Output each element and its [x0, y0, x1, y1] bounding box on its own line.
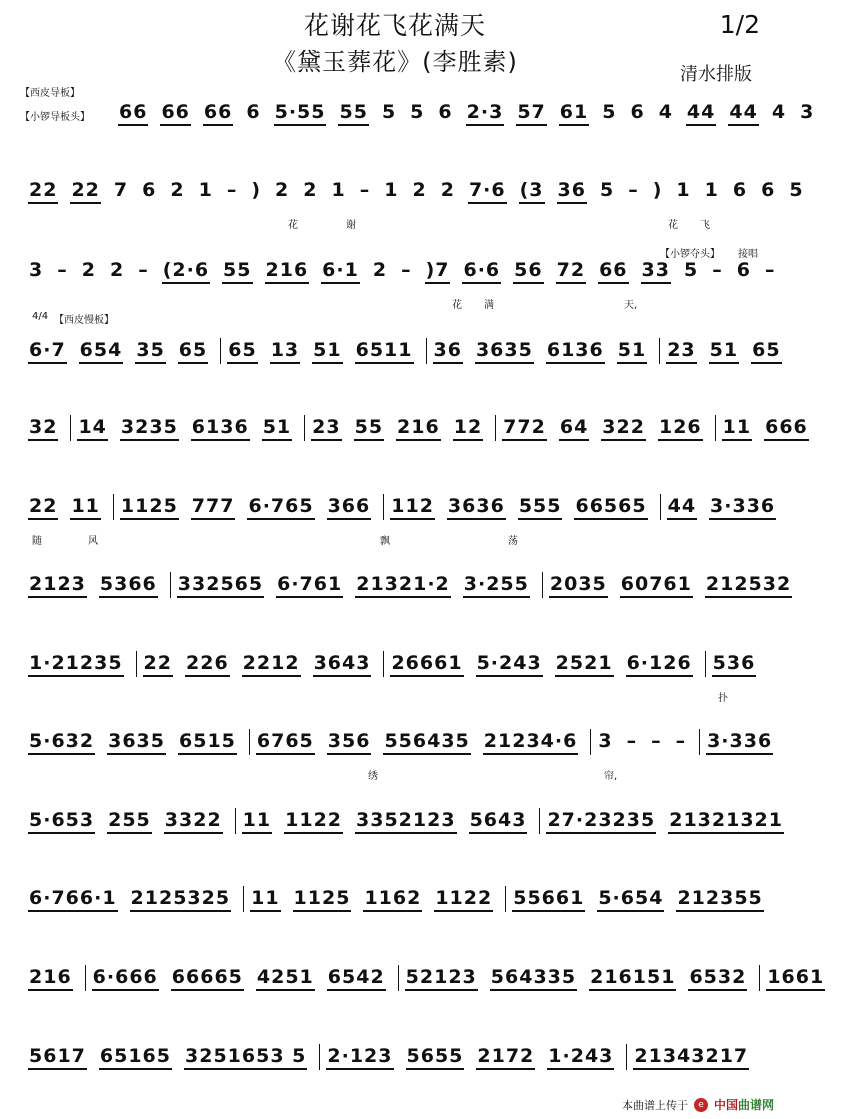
note-group: 3636 [447, 494, 506, 520]
note-group: 2035 [549, 572, 608, 598]
page-number: 1/2 [719, 10, 760, 39]
note-group: 22 [28, 178, 58, 204]
note-group: 5643 [469, 808, 528, 834]
note-group: 6·7 [28, 338, 67, 364]
note-group: 3 [29, 259, 44, 281]
note-group: 2 [412, 179, 427, 201]
score-row [28, 808, 783, 848]
lyric-syllable: 飞 [700, 220, 710, 231]
row-lyrics [118, 138, 858, 152]
row-notes [28, 258, 776, 286]
barline [715, 415, 716, 441]
note-group: 66565 [574, 494, 647, 520]
arranger-credit: 清水排版 [680, 64, 752, 85]
note-group: 1122 [434, 886, 493, 912]
score-row [28, 1044, 768, 1084]
note-group: 2 [440, 179, 455, 201]
note-group: 22 [143, 651, 173, 677]
note-group: 11 [722, 415, 752, 441]
note-group: – [675, 730, 687, 752]
note-group: 5·654 [597, 886, 664, 912]
lyric-syllable: 绣 [368, 771, 378, 782]
row-lyrics [28, 689, 768, 703]
row-notes [28, 572, 792, 600]
note-group: 2·3 [466, 100, 505, 126]
note-group: 4251 [256, 965, 315, 991]
row-lyrics [28, 846, 768, 860]
note-group: 55 [338, 100, 368, 126]
note-group: 2521 [555, 651, 614, 677]
tag-jiechang: 接唱 [738, 249, 758, 260]
note-group: – [651, 730, 662, 752]
note-group: 14 [77, 415, 107, 441]
note-group: 1 [676, 179, 691, 201]
site-logo-icon: e [694, 1098, 708, 1112]
note-group: 3 [800, 101, 815, 123]
note-group: 2 [275, 179, 290, 201]
page-subtitle: 《黛玉葬花》(李胜素) [272, 48, 518, 76]
note-group: 1 [704, 179, 719, 201]
note-group: 564335 [490, 965, 577, 991]
note-group: 1661 [766, 965, 825, 991]
note-group: 65 [227, 338, 257, 364]
note-group: 11 [70, 494, 100, 520]
note-group: 13 [270, 338, 300, 364]
barline [319, 1044, 320, 1070]
score-row [28, 572, 792, 612]
note-group: 1·243 [547, 1044, 614, 1070]
note-group: 2125325 [130, 886, 232, 912]
note-group: 1125 [293, 886, 352, 912]
barline [699, 729, 700, 755]
note-group: 6542 [327, 965, 386, 991]
note-group: 6765 [256, 729, 315, 755]
note-group: 5 [602, 101, 617, 123]
tag-xipi-manban: 【西皮慢板】 [54, 315, 114, 326]
note-group: 216 [28, 965, 73, 991]
note-group: 5 [381, 101, 397, 123]
note-group: 11 [250, 886, 280, 912]
upload-text: 本曲谱上传于 [621, 1098, 688, 1112]
note-group: 6·1 [321, 258, 360, 284]
note-group: 5·243 [476, 651, 543, 677]
note-group: 2 [109, 259, 125, 281]
note-group: 5·653 [28, 808, 95, 834]
barline [659, 338, 660, 364]
note-group: 777 [191, 494, 236, 520]
row-lyrics [28, 216, 768, 230]
site-name-green: 曲谱网 [737, 1098, 774, 1112]
note-group: 6 [761, 179, 776, 201]
row-lyrics [28, 924, 768, 938]
note-group: 5·632 [28, 729, 95, 755]
note-group: – [401, 259, 412, 281]
note-group: 6·761 [276, 572, 343, 598]
score-row [118, 100, 815, 140]
barline [542, 572, 543, 598]
note-group: 52123 [405, 965, 478, 991]
note-group: 21321321 [668, 808, 784, 834]
note-group: 36 [557, 178, 587, 204]
note-group: 3635 [475, 338, 534, 364]
note-group: 57 [516, 100, 546, 126]
note-group: 72 [556, 258, 586, 284]
barline [220, 338, 221, 364]
note-group: 5·55 [274, 100, 327, 126]
note-group: 322 [601, 415, 646, 441]
score-row [28, 886, 768, 926]
lyric-syllable: 随 [32, 536, 42, 547]
note-group: 6515 [178, 729, 237, 755]
note-group: 555 [518, 494, 563, 520]
note-group: 66 [598, 258, 628, 284]
note-group: 56 [513, 258, 543, 284]
lyric-syllable: 花 [452, 300, 462, 311]
upload-footer [622, 1096, 774, 1113]
note-group: – [226, 179, 238, 201]
note-group: 23 [311, 415, 341, 441]
barline [705, 651, 706, 677]
note-group: 212355 [676, 886, 763, 912]
score-row [28, 178, 804, 231]
note-group: 51 [262, 415, 292, 441]
note-group: 3635 [107, 729, 166, 755]
note-group: 6 [246, 101, 261, 123]
note-group: 216 [265, 258, 310, 284]
note-group: 5366 [99, 572, 158, 598]
note-group: 3·336 [706, 729, 773, 755]
note-group: 6136 [191, 415, 250, 441]
note-group: 6136 [546, 338, 605, 364]
barline [505, 886, 506, 912]
note-group: 6 [438, 101, 453, 123]
note-group: 332565 [177, 572, 264, 598]
note-group: 2 [81, 259, 96, 281]
note-group: 6 [630, 101, 645, 123]
note-group: 33 [641, 258, 671, 284]
note-group: 1 [384, 179, 399, 201]
note-group: 51 [312, 338, 342, 364]
note-group: 55 [354, 415, 384, 441]
lyric-syllable: 天, [624, 300, 638, 311]
note-group: 60761 [620, 572, 693, 598]
note-group: 64 [559, 415, 589, 441]
row-lyrics [28, 610, 768, 624]
score-row [28, 651, 768, 704]
note-group: – [626, 730, 638, 752]
note-group: 65 [751, 338, 781, 364]
row-lyrics [28, 453, 768, 467]
score-row [28, 494, 776, 547]
note-group: – [712, 259, 723, 281]
row-notes [28, 808, 783, 836]
note-group: 2·123 [326, 1044, 393, 1070]
tag-meter: 4/4 [32, 311, 49, 322]
note-group: 6511 [355, 338, 414, 364]
note-group: )7 [425, 258, 451, 284]
note-group: 3·336 [709, 494, 776, 520]
note-group: 4 [771, 101, 787, 123]
note-group: 2123 [28, 572, 87, 598]
note-group: 7 [113, 179, 129, 201]
site-name[interactable] [714, 1096, 774, 1113]
score-row [28, 965, 825, 1005]
tag-xipi-daoban: 【西皮导板】 [20, 88, 80, 99]
note-group: – [764, 259, 776, 281]
barline [136, 651, 137, 677]
note-group: 5 [789, 179, 804, 201]
row-notes [28, 729, 773, 757]
note-group: 55 [222, 258, 252, 284]
note-group: 5 [599, 179, 615, 201]
page-title: 花谢花飞花满天 [303, 11, 486, 40]
note-group: 51 [617, 338, 647, 364]
row-lyrics [28, 376, 768, 390]
note-group: 5617 [28, 1044, 87, 1070]
lyric-syllable: 飘 [380, 536, 390, 547]
note-group: 2172 [476, 1044, 535, 1070]
note-group: 26661 [390, 651, 463, 677]
tag-xiaoluo-daobantou: 【小锣导板头】 [20, 112, 90, 123]
row-notes [28, 415, 808, 443]
lyric-syllable: 花 [288, 220, 298, 231]
note-group: 44 [686, 100, 716, 126]
note-group: 65165 [99, 1044, 172, 1070]
row-notes [28, 886, 768, 914]
tag-xiaoluo-duotou: 【小锣夺头】 [660, 249, 720, 260]
note-group: 255 [107, 808, 152, 834]
note-group: 7·6 [468, 178, 507, 204]
note-group: 6·6 [462, 258, 501, 284]
note-group: 65 [178, 338, 208, 364]
barline [235, 808, 236, 834]
row-notes [28, 651, 768, 679]
barline [759, 965, 760, 991]
barline [85, 965, 86, 991]
note-group: (2·6 [162, 258, 210, 284]
barline [70, 415, 71, 441]
note-group: – [359, 179, 371, 201]
note-group: 3251653 5 [184, 1044, 307, 1070]
barline [113, 494, 114, 520]
note-group: 3352123 [355, 808, 457, 834]
lyric-syllable: 帘, [604, 771, 618, 782]
note-group: 61 [559, 100, 589, 126]
note-group: 2 [303, 179, 318, 201]
site-name-red: 中国 [713, 1098, 738, 1112]
score-row [28, 258, 776, 311]
lyric-syllable: 风 [88, 536, 98, 547]
note-group: 556435 [383, 729, 470, 755]
note-group: 3322 [164, 808, 223, 834]
row-lyrics [28, 532, 768, 546]
note-group: 23 [666, 338, 696, 364]
note-group: 3643 [313, 651, 372, 677]
note-group: 5 [410, 101, 425, 123]
note-group: (3 [519, 178, 545, 204]
note-group: 216151 [589, 965, 676, 991]
lyric-syllable: 荡 [508, 536, 518, 547]
note-group: – [628, 179, 639, 201]
note-group: 32 [28, 415, 58, 441]
note-group: 654 [79, 338, 124, 364]
note-group: 1162 [363, 886, 422, 912]
barline [426, 338, 427, 364]
note-group: 51 [709, 338, 739, 364]
note-group: 1125 [120, 494, 179, 520]
note-group: 6532 [688, 965, 747, 991]
note-group: 44 [728, 100, 758, 126]
note-group: 3·255 [463, 572, 530, 598]
barline [495, 415, 496, 441]
row-lyrics [28, 1003, 768, 1017]
row-notes [28, 1044, 768, 1072]
note-group: 6·666 [92, 965, 159, 991]
note-group: 2212 [242, 651, 301, 677]
note-group: 11 [242, 808, 272, 834]
note-group: 27·23235 [546, 808, 656, 834]
note-group: 366 [327, 494, 372, 520]
note-group: 6 [142, 179, 157, 201]
score-row [28, 338, 781, 378]
note-group: 3235 [120, 415, 179, 441]
barline [626, 1044, 627, 1070]
row-notes [28, 178, 804, 206]
note-group: 66665 [171, 965, 244, 991]
row-notes [28, 494, 776, 522]
barline [304, 415, 305, 441]
row-notes [118, 100, 815, 128]
note-group: 22 [70, 178, 100, 204]
note-group: 6 [732, 179, 748, 201]
note-group: 1 [198, 179, 213, 201]
note-group: 216 [396, 415, 441, 441]
note-group: 536 [712, 651, 757, 677]
note-group: 666 [764, 415, 809, 441]
note-group: 112 [390, 494, 435, 520]
barline [243, 886, 244, 912]
barline [170, 572, 171, 598]
note-group: 36 [433, 338, 463, 364]
note-group: 356 [327, 729, 372, 755]
note-group: 212532 [705, 572, 792, 598]
note-group: 21321·2 [355, 572, 451, 598]
barline [249, 729, 250, 755]
score-row [28, 415, 808, 455]
note-group: – [57, 259, 68, 281]
note-group: 2 [170, 179, 185, 201]
barline [660, 494, 661, 520]
note-group: 6·765 [247, 494, 314, 520]
lyric-syllable: 扑 [718, 693, 728, 704]
score-row [28, 729, 773, 782]
note-group: 66 [160, 100, 190, 126]
note-group: 66 [118, 100, 148, 126]
barline [539, 808, 540, 834]
barline [383, 494, 384, 520]
note-group: 1·21235 [28, 651, 124, 677]
note-group: – [138, 259, 149, 281]
note-group: 6 [736, 259, 751, 281]
note-group: 4 [658, 101, 673, 123]
note-group: 55661 [512, 886, 585, 912]
row-lyrics [28, 1082, 768, 1096]
row-notes [28, 338, 781, 366]
note-group: 12 [453, 415, 483, 441]
lyric-syllable: 满 [484, 300, 494, 311]
note-group: 35 [135, 338, 165, 364]
note-group: ) [652, 179, 663, 201]
lyric-syllable: 谢 [346, 220, 356, 231]
note-group: 44 [667, 494, 697, 520]
note-group: 772 [502, 415, 547, 441]
note-group: 6·126 [626, 651, 693, 677]
note-group: 22 [28, 494, 58, 520]
lyric-syllable: 花 [668, 220, 678, 231]
note-group: 1 [331, 179, 346, 201]
note-group: 3 [598, 730, 613, 752]
note-group: 5 [683, 259, 699, 281]
note-group: 21343217 [633, 1044, 749, 1070]
note-group: ) [251, 179, 262, 201]
note-group: 226 [185, 651, 230, 677]
note-group: 6·766·1 [28, 886, 118, 912]
note-group: 5655 [406, 1044, 465, 1070]
row-notes [28, 965, 825, 993]
note-group: 126 [658, 415, 703, 441]
note-group: 2 [372, 259, 388, 281]
row-lyrics [28, 767, 768, 781]
barline [590, 729, 591, 755]
note-group: 1122 [284, 808, 343, 834]
note-group: 66 [203, 100, 233, 126]
barline [398, 965, 399, 991]
note-group: 21234·6 [483, 729, 579, 755]
barline [383, 651, 384, 677]
row-lyrics [28, 296, 768, 310]
